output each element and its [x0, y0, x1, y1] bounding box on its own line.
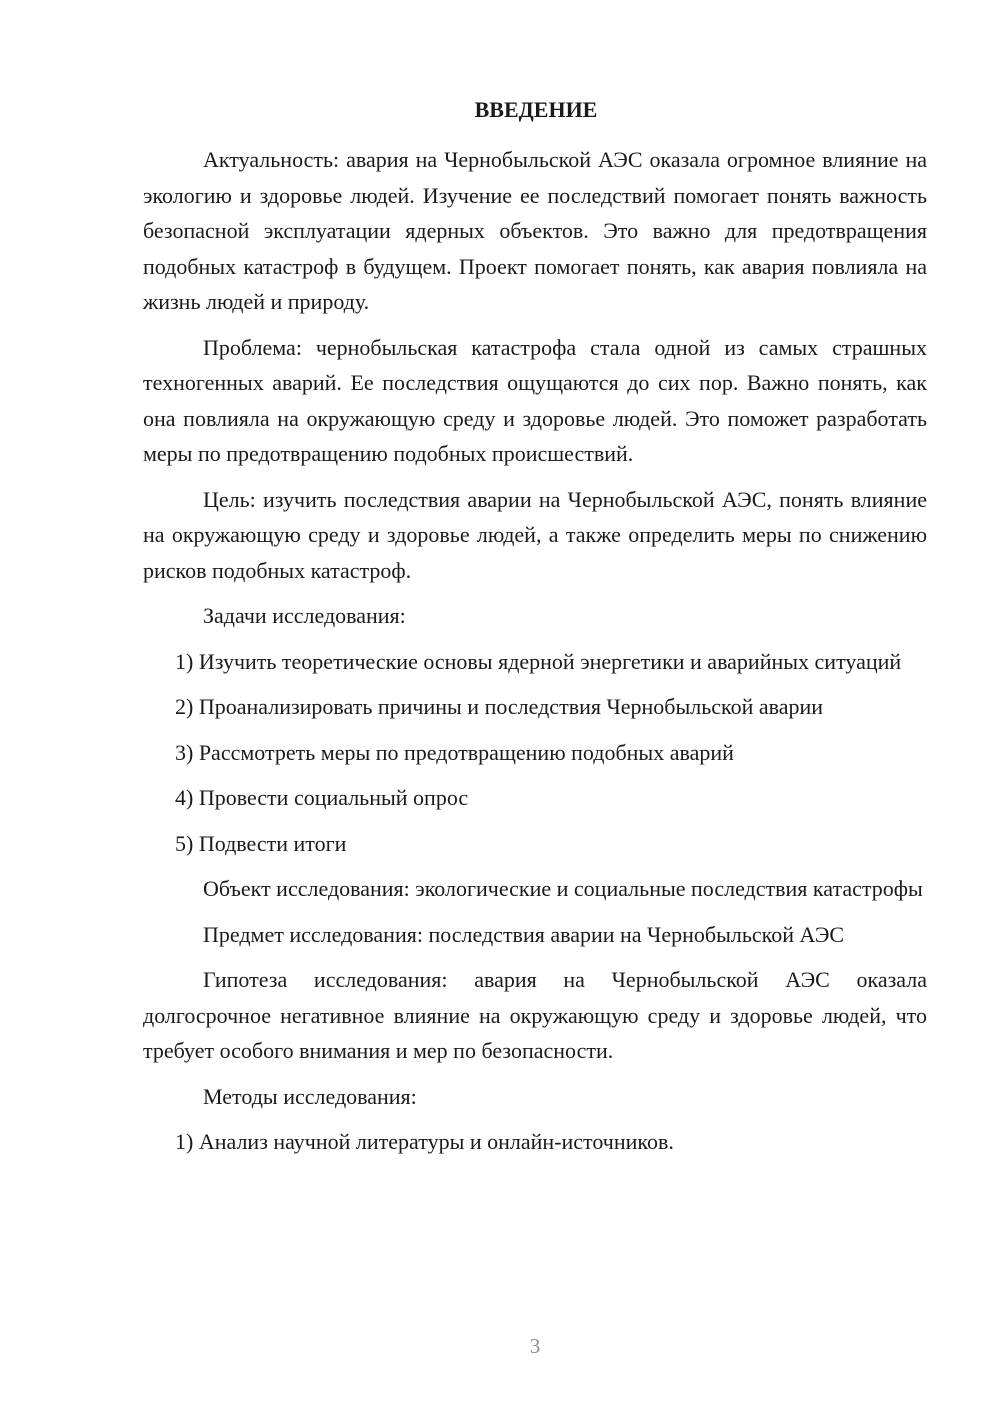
document-page: [143, 95, 927, 1170]
task-item-3: 3) Рассмотреть меры по предотвращению подобных аварий: [175, 739, 734, 765]
paragraph-relevance: Актуальность: авария на Чернобыльской АЭС оказала огромное влияние на экологию и здоровье людей. Изучение ее последствий помогает понять важность безопасной эксплуатации ядерных объектов. Это важно для предотвращения подобных катастроф в будущем. Проект помогает понять, как авария повлияла на жизнь людей и природу.: [143, 147, 927, 314]
task-item-1: 1) Изучить теоретические основы ядерной энергетики и аварийных ситуаций: [175, 648, 902, 674]
section-title: ВВЕДЕНИЕ: [474, 97, 598, 122]
paragraph-hypothesis: Гипотеза исследования: авария на Чернобыльской АЭС оказала долгосрочное негативное влияние на окружающую среду и здоровье людей, что требует особого внимания и мер по безопасности.: [143, 967, 927, 1063]
paragraph-methods-heading: Методы исследования:: [203, 1083, 417, 1109]
task-item-5: 5) Подвести итоги: [175, 830, 347, 856]
task-item-4: 4) Провести социальный опрос: [175, 785, 469, 810]
task-item-2: 2) Проанализировать причины и последствия Чернобыльской аварии: [175, 694, 824, 719]
paragraph-object: Объект исследования: экологические и социальные последствия катастрофы: [203, 876, 923, 901]
method-item-1: 1) Анализ научной литературы и онлайн-источников.: [175, 1129, 674, 1154]
page-number: 3: [529, 1334, 541, 1358]
paragraph-tasks-heading: Задачи исследования:: [203, 603, 406, 628]
paragraph-problem: Проблема: чернобыльская катастрофа стала одной из самых страшных техногенных аварий. Ее последствия ощущаются до сих пор. Важно понять, как она повлияла на окружающую среду и здоровье людей. Это поможет разработать меры по предотвращению подобных происшествий.: [143, 334, 927, 466]
paragraph-subject: Предмет исследования: последствия аварии на Чернобыльской АЭС: [203, 921, 845, 947]
paragraph-goal: Цель: изучить последствия аварии на Чернобыльской АЭС, понять влияние на окружающую среду и здоровье людей, а также определить меры по снижению рисков подобных катастроф.: [143, 486, 927, 583]
